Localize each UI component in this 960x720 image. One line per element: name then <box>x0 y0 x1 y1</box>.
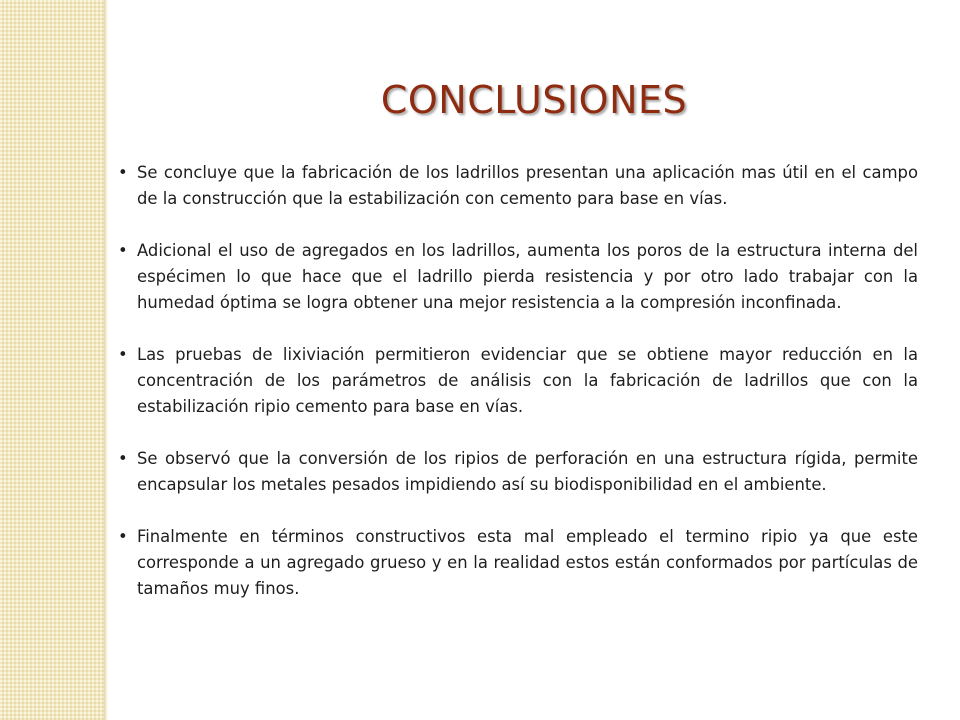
bullet-item <box>114 524 918 602</box>
bullet-text: Adicional el uso de agregados en los ladrillos, aumenta los poros de la estructura interna del espécimen lo que hace que el ladrillo pierda resistencia y por otro lado trabajar con la humedad óptima se logra obtener una mejor resistencia a la compresión inconfinada. <box>137 241 918 312</box>
bullet-icon: • <box>118 345 128 364</box>
bullet-text: Finalmente en términos constructivos esta mal empleado el termino ripio ya que este corresponde a un agregado grueso y en la realidad estos están conformados por partículas de tamaños muy finos. <box>137 527 918 598</box>
slide-title: CONCLUSIONES <box>380 78 688 122</box>
conclusions-list <box>114 160 918 628</box>
bullet-item <box>114 160 918 212</box>
bullet-icon: • <box>118 449 128 468</box>
bullet-text: Se concluye que la fabricación de los ladrillos presentan una aplicación mas útil en el campo de la construcción que la estabilización con cemento para base en vías. <box>137 163 918 208</box>
bullet-text: Las pruebas de lixiviación permitieron evidenciar que se obtiene mayor reducción en la concentración de los parámetros de análisis con la fabricación de ladrillos que con la estabilización ripio cemento para base en vías. <box>137 345 918 416</box>
bullet-icon: • <box>118 527 128 546</box>
bullet-item <box>114 446 918 498</box>
decorative-side-band <box>0 0 104 720</box>
bullet-item <box>114 342 918 420</box>
bullet-icon: • <box>118 241 128 260</box>
bullet-text: Se observó que la conversión de los ripios de perforación en una estructura rígida, permite encapsular los metales pesados impidiendo así su biodisponibilidad en el ambiente. <box>137 449 918 494</box>
bullet-icon: • <box>118 163 128 182</box>
bullet-item <box>114 238 918 316</box>
